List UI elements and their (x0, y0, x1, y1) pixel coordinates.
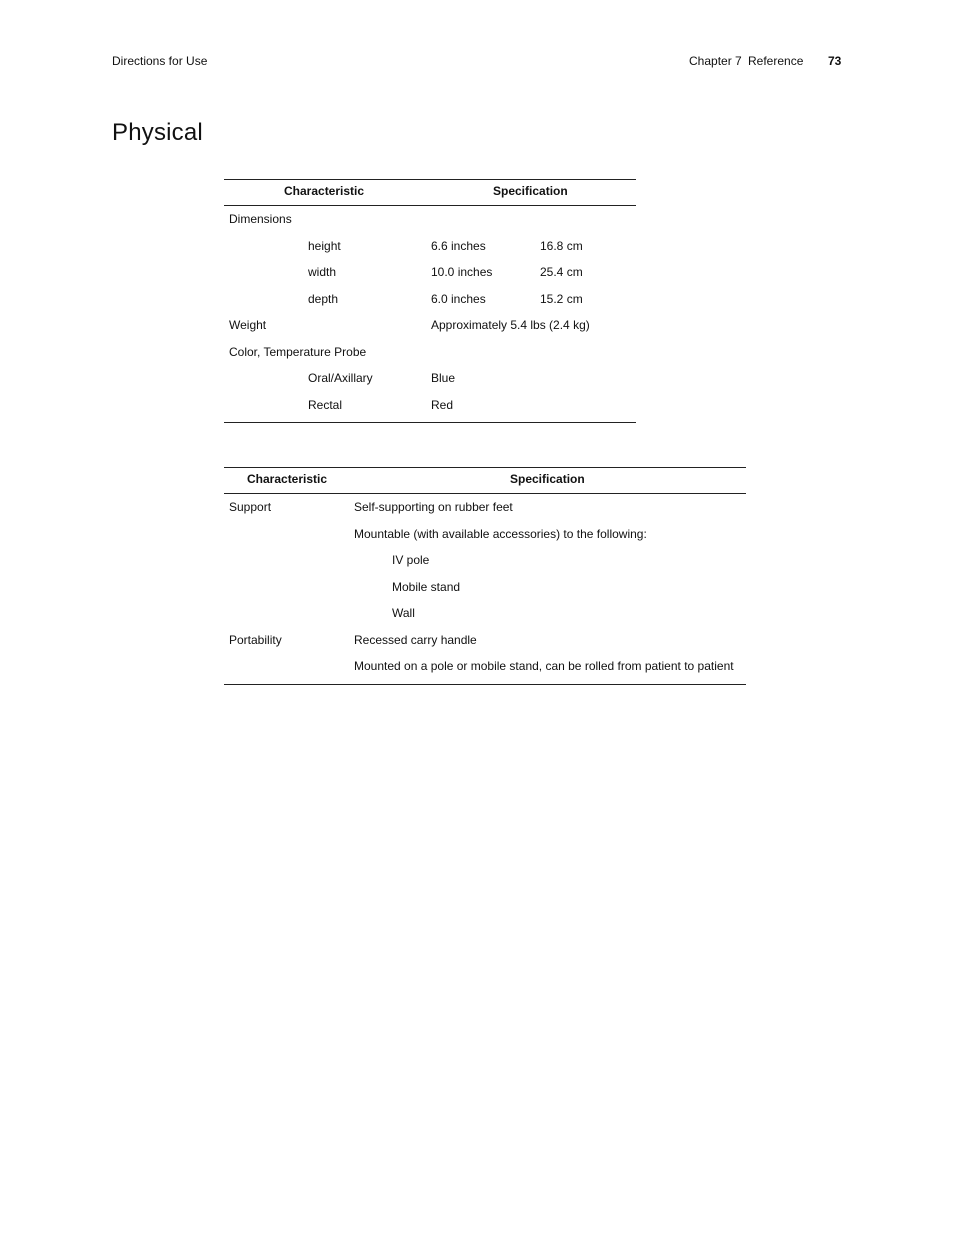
header-document-title: Directions for Use (112, 54, 208, 68)
table-header-row (224, 180, 636, 206)
row-sub-characteristic: Oral/Axillary (308, 371, 373, 385)
row-characteristic: Color, Temperature Probe (229, 344, 367, 359)
row-value-metric: 16.8 cm (540, 238, 583, 253)
row-value: Blue (431, 371, 456, 385)
table-body (224, 206, 636, 422)
row-value: Approximately 5.4 lbs (2.4 kg) (431, 318, 590, 332)
table-row (224, 654, 746, 681)
table-row (224, 313, 636, 340)
row-characteristic: Portability (229, 632, 282, 647)
row-sub-characteristic: Rectal (308, 397, 343, 412)
physical-mounting-table (224, 467, 746, 685)
row-specification: Recessed carry handle (354, 632, 477, 647)
physical-dimensions-table (224, 179, 636, 423)
row-value: Red (431, 397, 454, 412)
table-row (224, 628, 746, 655)
row-characteristic: Support (229, 500, 272, 514)
row-value-imperial: 6.6 inches (431, 238, 486, 253)
row-characteristic: Weight (229, 318, 267, 332)
table-row (224, 548, 746, 575)
table-row (224, 287, 636, 314)
row-characteristic: Dimensions (229, 212, 292, 226)
header-chapter: Chapter 7 (689, 54, 742, 68)
row-specification: Self-supporting on rubber feet (354, 500, 513, 514)
table-row (224, 601, 746, 628)
row-specification: Mounted on a pole or mobile stand, can be rolled from patient to patient (354, 659, 734, 673)
row-sub-characteristic: width (308, 265, 337, 279)
section-title: Physical (112, 119, 203, 146)
table-row (224, 522, 746, 549)
row-specification: Mountable (with available accessories) to the following: (354, 526, 647, 541)
row-sub-characteristic: height (308, 238, 341, 253)
table-row (224, 366, 636, 393)
table-body (224, 494, 746, 684)
row-value-imperial: 6.0 inches (431, 291, 486, 306)
row-sub-specification: Wall (392, 606, 415, 620)
column-header-specification: Specification (510, 472, 585, 486)
header-page-number: 73 (828, 54, 842, 68)
table-row (224, 234, 636, 261)
row-sub-characteristic: depth (308, 291, 339, 306)
row-value-metric: 15.2 cm (540, 291, 583, 306)
table-row (224, 207, 636, 234)
row-value-metric: 25.4 cm (540, 265, 583, 279)
table-row (224, 340, 636, 367)
column-header-characteristic: Characteristic (284, 184, 365, 198)
table-row (224, 575, 746, 602)
header-section: Reference (748, 54, 804, 68)
table-header-row (224, 468, 746, 494)
page-header (112, 52, 842, 70)
row-sub-specification: IV pole (392, 553, 430, 567)
row-sub-specification: Mobile stand (392, 579, 461, 594)
table-row (224, 260, 636, 287)
row-value-imperial: 10.0 inches (431, 265, 493, 279)
column-header-characteristic: Characteristic (247, 472, 328, 486)
table-row (224, 495, 746, 522)
column-header-specification: Specification (493, 184, 568, 198)
table-row (224, 393, 636, 420)
